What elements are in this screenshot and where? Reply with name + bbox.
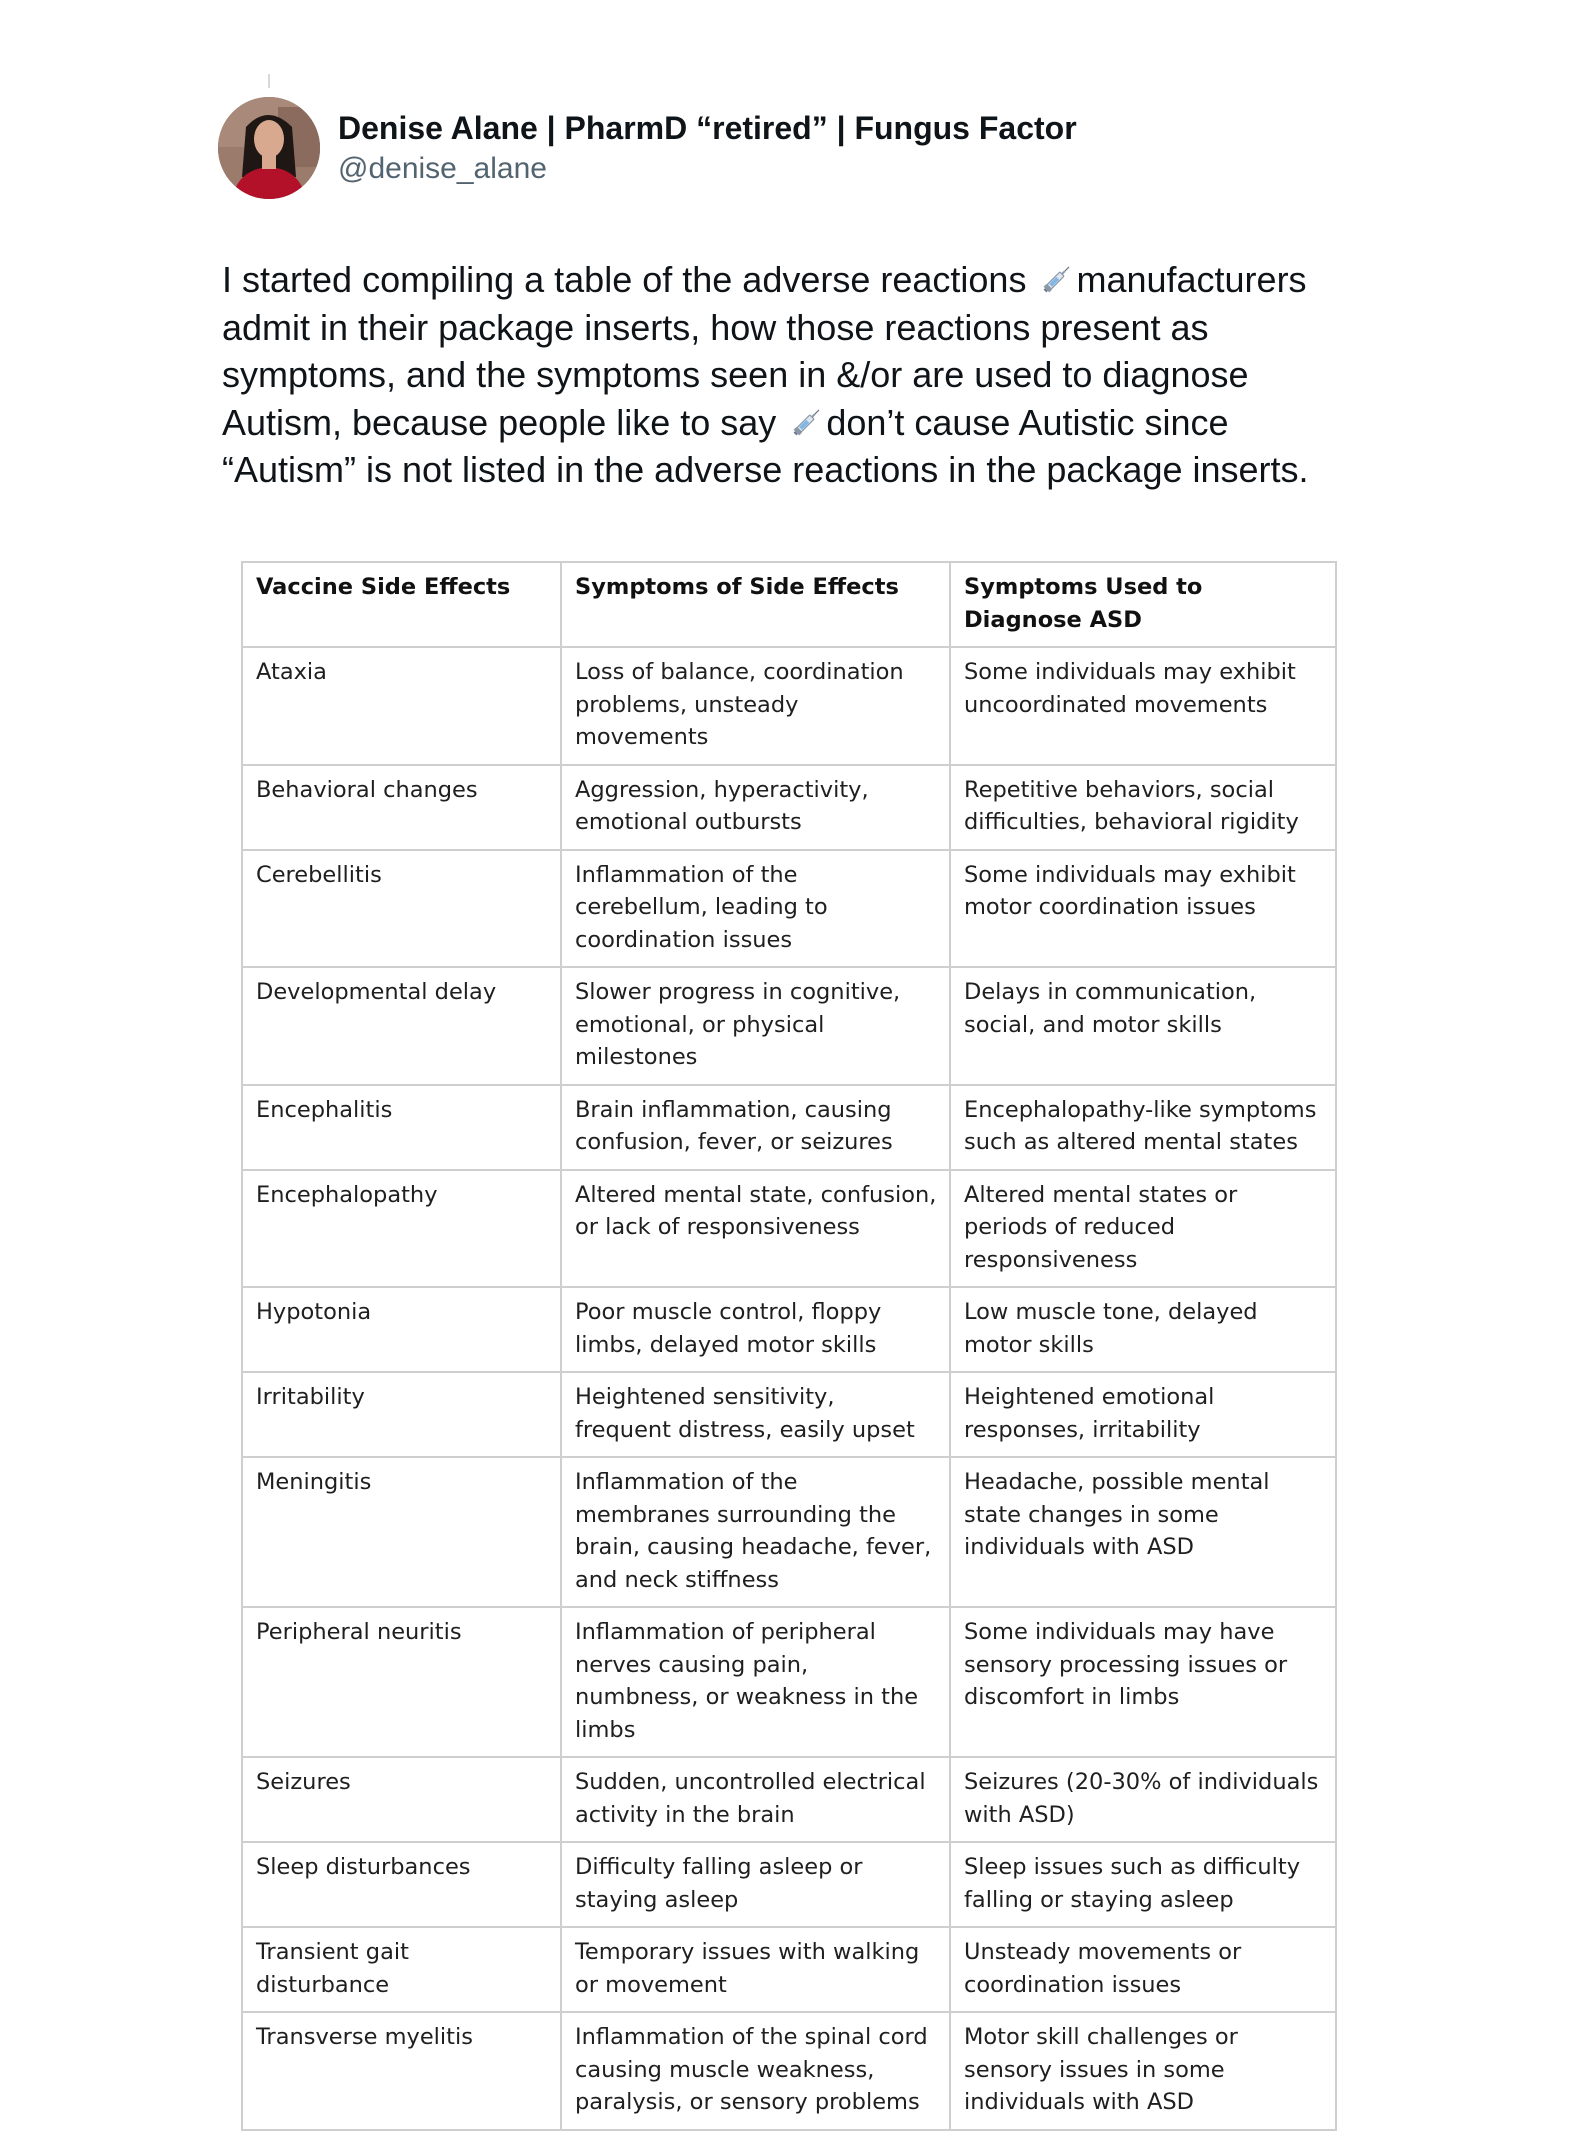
table-row (242, 1927, 1336, 2012)
tweet-line: admit in their package inserts, how those reactions present as (222, 306, 1209, 348)
table-cell: Inflammation of the cerebellum, leading to coordination issues (561, 850, 950, 968)
table-cell: Sudden, uncontrolled electrical activity in the brain (561, 1757, 950, 1842)
tweet-line: Autism, because people like to say don’t cause Autistic since (222, 401, 1229, 443)
table-cell: Aggression, hyperactivity, emotional outbursts (561, 765, 950, 850)
table-cell: Seizures (242, 1757, 561, 1842)
table-row (242, 1757, 1336, 1842)
table-cell: Repetitive behaviors, social difficulties, behavioral rigidity (950, 765, 1336, 850)
tweet-line: “Autism” is not listed in the adverse reactions in the package inserts. (222, 449, 1309, 490)
tweet-text (222, 256, 1372, 494)
table-cell: Meningitis (242, 1457, 561, 1607)
table-cell: Some individuals may exhibit uncoordinated movements (950, 647, 1336, 765)
table-row (242, 1372, 1336, 1457)
table-cell: Developmental delay (242, 967, 561, 1085)
table-cell: Delays in communication, social, and motor skills (950, 967, 1336, 1085)
table-cell: Altered mental state, confusion, or lack of responsiveness (561, 1170, 950, 1288)
table-cell: Heightened sensitivity, frequent distress, easily upset (561, 1372, 950, 1457)
column-header: Vaccine Side Effects (242, 562, 561, 647)
syringe-icon (1040, 262, 1074, 296)
table-cell: Difficulty falling asleep or staying asleep (561, 1842, 950, 1927)
tweet-line: symptoms, and the symptoms seen in &/or are used to diagnose (222, 354, 1249, 395)
table-cell: Loss of balance, coordination problems, unsteady movements (561, 647, 950, 765)
column-header: Symptoms Used to Diagnose ASD (950, 562, 1336, 647)
table-cell: Some individuals may exhibit motor coordination issues (950, 850, 1336, 968)
table-cell: Transient gait disturbance (242, 1927, 561, 2012)
table-cell: Inflammation of peripheral nerves causing pain, numbness, or weakness in the limbs (561, 1607, 950, 1757)
avatar[interactable] (218, 97, 320, 199)
column-header: Symptoms of Side Effects (561, 562, 950, 647)
tweet-line: I started compiling a table of the adverse reactions manufacturers (222, 259, 1307, 300)
table-cell: Motor skill challenges or sensory issues in some individuals with ASD (950, 2012, 1336, 2130)
table-cell: Low muscle tone, delayed motor skills (950, 1287, 1336, 1372)
table-cell: Brain inflammation, causing confusion, fever, or seizures (561, 1085, 950, 1170)
table-cell: Poor muscle control, floppy limbs, delayed motor skills (561, 1287, 950, 1372)
tweet-image-table[interactable] (241, 561, 1335, 2131)
table-row (242, 967, 1336, 1085)
table-cell: Hypotonia (242, 1287, 561, 1372)
table-row (242, 1170, 1336, 1288)
table-cell: Seizures (20-30% of individuals with ASD) (950, 1757, 1336, 1842)
table-cell: Some individuals may have sensory processing issues or discomfort in limbs (950, 1607, 1336, 1757)
syringe-icon (790, 405, 824, 439)
table-row (242, 850, 1336, 968)
table-cell: Inflammation of the spinal cord causing muscle weakness, paralysis, or sensory problems (561, 2012, 950, 2130)
author-handle[interactable]: @denise_alane (338, 152, 547, 185)
table-cell: Headache, possible mental state changes in some individuals with ASD (950, 1457, 1336, 1607)
table-row (242, 1287, 1336, 1372)
table-row (242, 647, 1336, 765)
table-cell: Heightened emotional responses, irritability (950, 1372, 1336, 1457)
table-row (242, 1842, 1336, 1927)
table-cell: Behavioral changes (242, 765, 561, 850)
table-cell: Cerebellitis (242, 850, 561, 968)
table-cell: Unsteady movements or coordination issues (950, 1927, 1336, 2012)
side-effects-table (241, 561, 1337, 2131)
table-cell: Encephalitis (242, 1085, 561, 1170)
table-cell: Slower progress in cognitive, emotional, or physical milestones (561, 967, 950, 1085)
table-header-row (242, 562, 1336, 647)
table-cell: Encephalopathy (242, 1170, 561, 1288)
table-cell: Irritability (242, 1372, 561, 1457)
table-cell: Altered mental states or periods of reduced responsiveness (950, 1170, 1336, 1288)
table-cell: Transverse myelitis (242, 2012, 561, 2130)
table-cell: Sleep issues such as difficulty falling or staying asleep (950, 1842, 1336, 1927)
table-cell: Ataxia (242, 647, 561, 765)
table-row (242, 1457, 1336, 1607)
table-cell: Encephalopathy-like symptoms such as altered mental states (950, 1085, 1336, 1170)
table-row (242, 2012, 1336, 2130)
table-row (242, 1607, 1336, 1757)
table-cell: Inflammation of the membranes surrounding the brain, causing headache, fever, and neck stiffness (561, 1457, 950, 1607)
table-cell: Temporary issues with walking or movement (561, 1927, 950, 2012)
table-cell: Sleep disturbances (242, 1842, 561, 1927)
profile-photo-icon (218, 97, 320, 199)
table-cell: Peripheral neuritis (242, 1607, 561, 1757)
table-row (242, 765, 1336, 850)
author-display-name[interactable]: Denise Alane | PharmD “retired” | Fungus Factor (338, 110, 1077, 146)
table-row (242, 1085, 1336, 1170)
divider-tick (268, 74, 270, 88)
